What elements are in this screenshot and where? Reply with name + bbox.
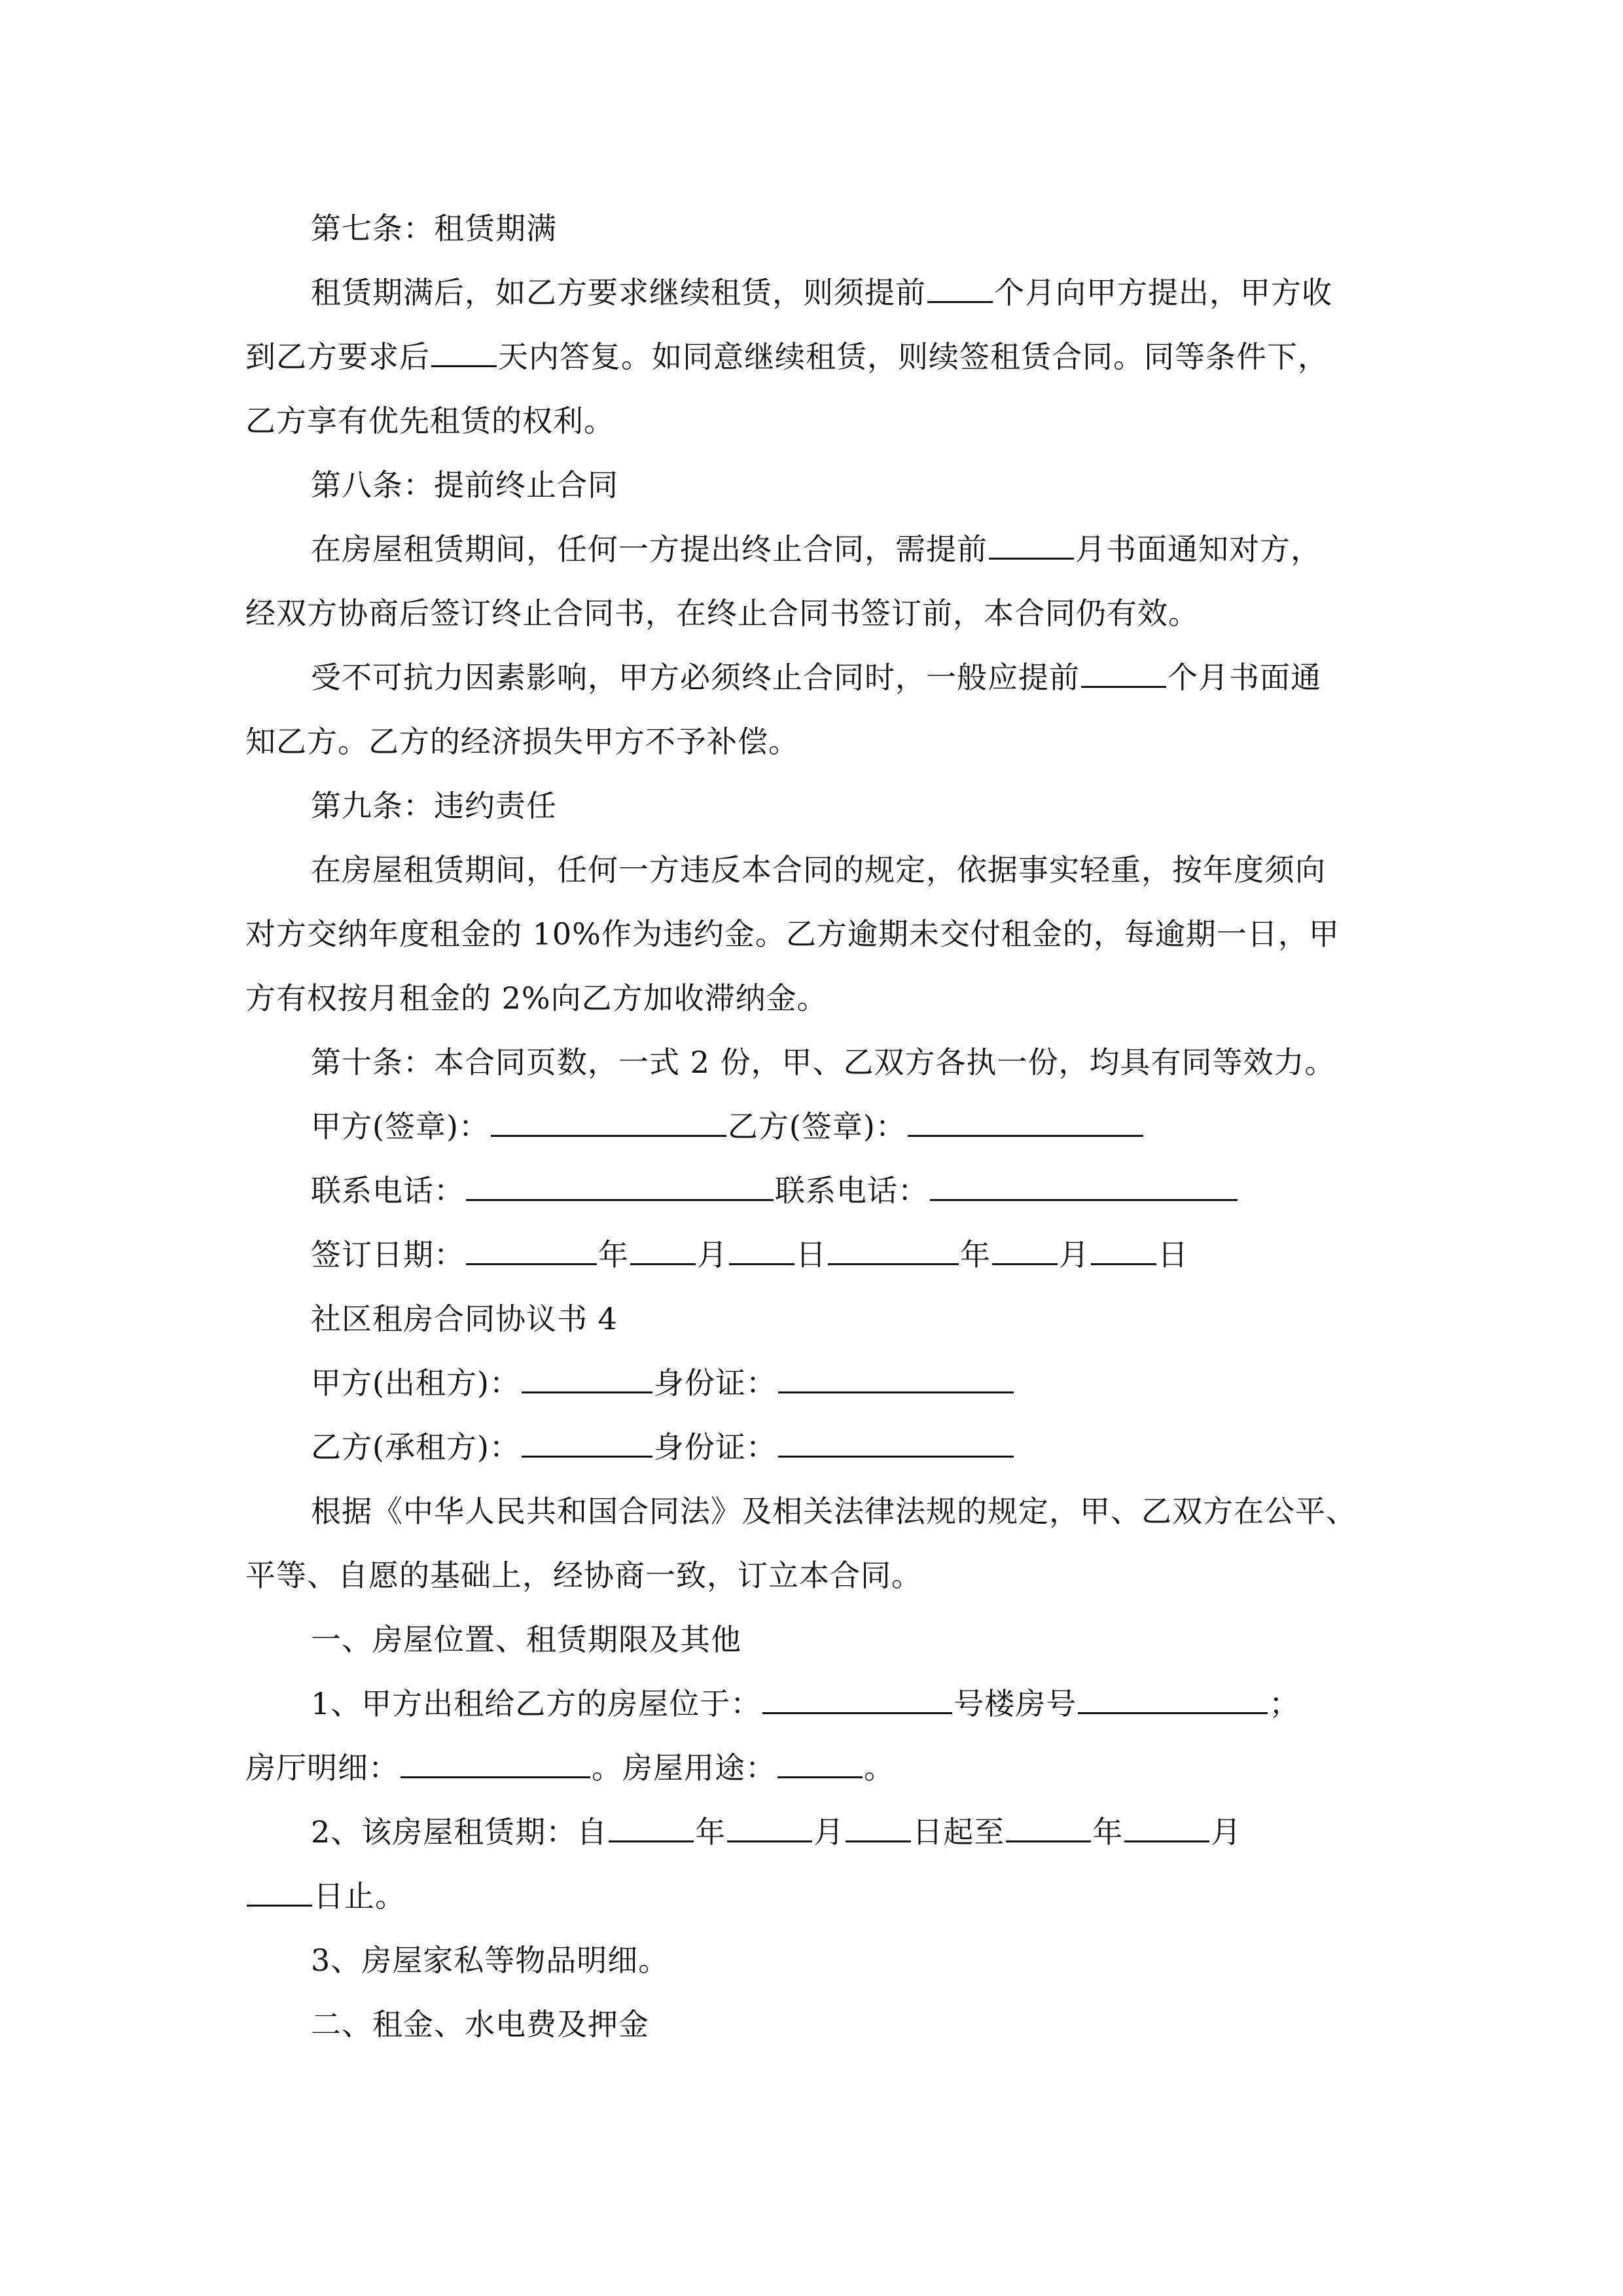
room-number-field[interactable] (1078, 1689, 1268, 1714)
blank-field[interactable] (927, 278, 993, 303)
article7-line3: 乙方享有优先租赁的权利。 (245, 403, 615, 439)
intro-line2: 平等、自愿的基础上，经协商一致，订立本合同。 (245, 1558, 922, 1593)
lessee-id-field[interactable] (778, 1432, 1014, 1458)
month-field[interactable] (630, 1240, 696, 1265)
end-month-field[interactable] (1124, 1817, 1209, 1842)
year-field[interactable] (828, 1240, 959, 1265)
start-year-field[interactable] (609, 1817, 694, 1842)
intro-line1: 根据《中华人民共和国合同法》及相关法律法规的规定，甲、乙双方在公平、 (311, 1494, 1357, 1529)
end-day-field[interactable] (247, 1881, 312, 1907)
lessee-name-field[interactable] (522, 1432, 652, 1458)
room-detail-field[interactable] (401, 1753, 590, 1778)
item2-line1: 2、该房屋租赁期：自 年 月 日起至 年 月 (311, 1814, 1242, 1850)
blank-field[interactable] (1081, 662, 1166, 688)
lessee-line: 乙方(承租方)： 身份证： (245, 1415, 1397, 1479)
phone-line: 联系电话： 联系电话： (245, 1158, 1397, 1223)
blank-field[interactable] (989, 534, 1074, 560)
section1-heading: 一、房屋位置、租赁期限及其他 (311, 1622, 741, 1657)
start-day-field[interactable] (846, 1817, 911, 1842)
article7-line1: 租赁期满后，如乙方要求继续租赁，则须提前 个月向甲方提出，甲方收 (311, 275, 1332, 310)
lessor-name-field[interactable] (522, 1368, 652, 1393)
item1-line2: 房厅明细： 。房屋用途： 。 (245, 1750, 895, 1785)
article8-line4: 知乙方。乙方的经济损失甲方不予补偿。 (245, 724, 799, 759)
article8-line1: 在房屋租赁期间，任何一方提出终止合同，需提前 月书面通知对方， (311, 531, 1321, 567)
article8-line3: 受不可抗力因素影响，甲方必须终止合同时，一般应提前 个月书面通 (311, 660, 1321, 695)
day-field[interactable] (1091, 1240, 1156, 1265)
party-b-phone-field[interactable] (930, 1175, 1238, 1201)
article7-heading: 第七条：租赁期满 (311, 211, 557, 246)
lessor-id-field[interactable] (778, 1368, 1014, 1393)
day-field[interactable] (729, 1240, 794, 1265)
article8-heading: 第八条：提前终止合同 (311, 467, 618, 503)
article10-line: 第十条：本合同页数，一式 2 份，甲、乙双方各执一份，均具有同等效力。 (311, 1045, 1336, 1080)
contract4-title: 社区租房合同协议书 4 (311, 1301, 618, 1336)
article9-heading: 第九条：违约责任 (311, 788, 557, 823)
party-b-signature-field[interactable] (908, 1111, 1143, 1137)
lessor-line: 甲方(出租方)： 身份证： (245, 1351, 1397, 1415)
year-field[interactable] (466, 1240, 597, 1265)
blank-field[interactable] (431, 342, 497, 367)
month-field[interactable] (992, 1240, 1058, 1265)
end-year-field[interactable] (1006, 1817, 1091, 1842)
article9-line3: 方有权按月租金的 2%向乙方加收滞纳金。 (245, 980, 828, 1016)
article9-line1: 在房屋租赁期间，任何一方违反本合同的规定，依据事实轻重，按年度须向 (311, 852, 1326, 888)
signature-line: 甲方(签章)： 乙方(签章)： (245, 1094, 1397, 1158)
document-page (245, 196, 1397, 2056)
article8-line2: 经双方协商后签订终止合同书，在终止合同书签订前，本合同仍有效。 (245, 596, 1199, 631)
item2-line2: 日止。 (245, 1864, 1397, 1928)
section2-heading: 二、租金、水电费及押金 (311, 2007, 649, 2042)
start-month-field[interactable] (727, 1817, 812, 1842)
item3-line: 3、房屋家私等物品明细。 (311, 1943, 669, 1978)
usage-field[interactable] (777, 1753, 863, 1778)
party-a-phone-field[interactable] (466, 1175, 774, 1201)
article9-line2: 对方交纳年度租金的 10%作为违约金。乙方逾期未交付租金的，每逾期一日，甲 (245, 916, 1340, 952)
party-a-signature-field[interactable] (491, 1111, 726, 1137)
sign-date-line: 签订日期： 年 月 日 年 月 日 (311, 1237, 1188, 1272)
article7-line2: 到乙方要求后 天内答复。如同意继续租赁，则续签租赁合同。同等条件下， (245, 339, 1329, 374)
item1-line1: 1、甲方出租给乙方的房屋位于： 号楼房号 ； (311, 1686, 1300, 1721)
location-field[interactable] (762, 1689, 952, 1714)
